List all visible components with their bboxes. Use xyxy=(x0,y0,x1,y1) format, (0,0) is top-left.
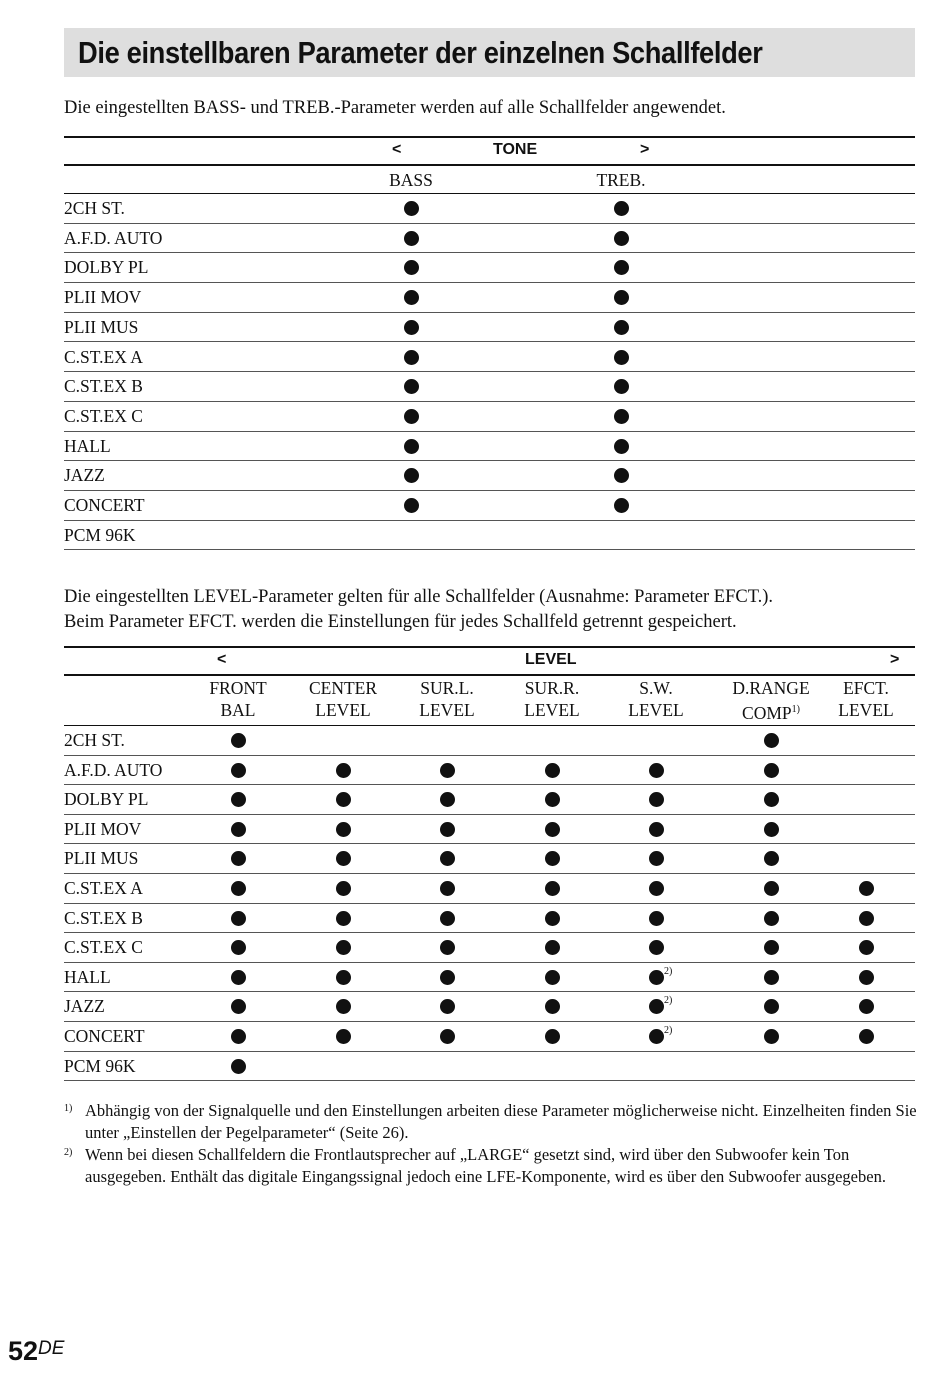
filled-circle-icon xyxy=(404,231,419,246)
row-label: HALL xyxy=(64,966,111,987)
footnote-text: Wenn bei diesen Schallfeldern die Frontlautsprecher auf „LARGE“ gesetzt sind, wird über den Subwoofer kein Ton ausgegeben. Enthält das digitale Eingangssignal jedoch eine LFE-Komponente, wird es über den Subwoofer ausgegeben. xyxy=(85,1145,886,1186)
filled-circle-icon xyxy=(649,763,664,778)
filled-circle-icon xyxy=(764,911,779,926)
column-header-line2 xyxy=(183,699,293,721)
row-label: PLII MUS xyxy=(64,316,139,337)
filled-circle-icon xyxy=(404,201,419,216)
filled-circle-icon xyxy=(545,792,560,807)
filled-circle-icon xyxy=(404,290,419,305)
level-column-header xyxy=(811,677,921,721)
table-row xyxy=(64,785,915,815)
row-label: 2CH ST. xyxy=(64,198,125,218)
intro-text-tone: Die eingestellten BASS- und TREB.-Parameter werden auf alle Schallfelder angewendet. xyxy=(64,98,726,118)
filled-circle-icon xyxy=(231,881,246,896)
filled-circle-icon xyxy=(614,290,629,305)
filled-circle-icon xyxy=(764,1029,779,1044)
table-row xyxy=(64,313,915,343)
filled-circle-icon xyxy=(764,970,779,985)
table-row xyxy=(64,343,915,373)
column-header-line2 xyxy=(497,699,607,721)
filled-circle-icon xyxy=(336,881,351,896)
filled-circle-icon xyxy=(231,763,246,778)
filled-circle-icon xyxy=(649,792,664,807)
column-header-line2 xyxy=(601,699,711,721)
filled-circle-icon xyxy=(764,940,779,955)
filled-circle-icon xyxy=(231,1029,246,1044)
filled-circle-icon xyxy=(649,911,664,926)
filled-circle-icon xyxy=(859,911,874,926)
filled-circle-icon xyxy=(764,792,779,807)
table-row xyxy=(64,933,915,963)
filled-circle-icon xyxy=(404,498,419,513)
row-label: HALL xyxy=(64,435,111,456)
column-header-line2-text: LEVEL xyxy=(315,700,371,720)
filled-circle-icon xyxy=(649,940,664,955)
filled-circle-icon xyxy=(231,970,246,985)
row-label: PLII MOV xyxy=(64,287,142,308)
level-column-header xyxy=(497,677,607,721)
tone-group-left: < xyxy=(392,141,402,158)
filled-circle-icon xyxy=(764,851,779,866)
column-header-line2 xyxy=(392,699,502,721)
filled-circle-icon xyxy=(614,260,629,275)
table-rule xyxy=(64,674,915,676)
filled-circle-icon xyxy=(545,763,560,778)
filled-circle-icon xyxy=(440,940,455,955)
intro-text-level-line1: Die eingestellten LEVEL-Parameter gelten für alle Schallfelder (Ausnahme: Parameter EFCT.). xyxy=(64,587,774,607)
filled-circle-icon xyxy=(545,911,560,926)
filled-circle-icon xyxy=(440,970,455,985)
table-row xyxy=(64,815,915,845)
column-header-line1: D.RANGE xyxy=(732,678,810,698)
column-header-line2 xyxy=(716,699,826,724)
filled-circle-icon xyxy=(231,733,246,748)
row-label: C.ST.EX B xyxy=(64,907,143,928)
filled-circle-icon xyxy=(231,940,246,955)
tone-column-header: TREB. xyxy=(596,170,646,190)
filled-circle-icon xyxy=(859,940,874,955)
filled-circle-icon xyxy=(614,498,629,513)
table-row xyxy=(64,874,915,904)
table-rule xyxy=(64,136,915,138)
filled-circle-icon xyxy=(336,1029,351,1044)
row-label: A.F.D. AUTO xyxy=(64,759,163,780)
column-header-line2 xyxy=(288,699,398,721)
filled-circle-icon xyxy=(614,409,629,424)
filled-circle-icon xyxy=(336,792,351,807)
filled-circle-icon xyxy=(545,822,560,837)
column-header-line1: SUR.L. xyxy=(420,678,474,698)
filled-circle-icon xyxy=(440,822,455,837)
row-label: C.ST.EX C xyxy=(64,937,143,958)
filled-circle-icon xyxy=(336,822,351,837)
filled-circle-icon xyxy=(545,970,560,985)
filled-circle-icon xyxy=(404,350,419,365)
row-label: C.ST.EX A xyxy=(64,346,143,367)
filled-circle-icon xyxy=(545,851,560,866)
column-header-line1: CENTER xyxy=(308,678,378,698)
filled-circle-icon xyxy=(336,999,351,1014)
filled-circle-icon xyxy=(404,379,419,394)
filled-circle-icon xyxy=(859,881,874,896)
tone-group-label: TONE xyxy=(493,141,538,158)
filled-circle-icon xyxy=(614,379,629,394)
level-group-label: LEVEL xyxy=(525,651,577,668)
level-group-right: > xyxy=(890,651,900,668)
page-number-value: 52 xyxy=(8,1336,39,1366)
table-row xyxy=(64,402,915,432)
filled-circle-icon xyxy=(614,201,629,216)
filled-circle-icon xyxy=(404,260,419,275)
table-row xyxy=(64,372,915,402)
page-title: Die einstellbaren Parameter der einzelnen Schallfelder xyxy=(78,34,763,70)
intro-text-level xyxy=(64,585,773,635)
filled-circle-icon xyxy=(614,350,629,365)
table-row xyxy=(64,521,915,551)
filled-circle-icon xyxy=(614,231,629,246)
level-group-left: < xyxy=(217,651,227,668)
filled-circle-icon xyxy=(336,970,351,985)
column-header-line2-text: LEVEL xyxy=(419,700,475,720)
footnote xyxy=(64,1100,924,1143)
filled-circle-icon xyxy=(859,999,874,1014)
filled-circle-icon xyxy=(649,999,664,1014)
table-row xyxy=(64,1052,915,1082)
filled-circle-icon xyxy=(545,881,560,896)
filled-circle-icon xyxy=(404,439,419,454)
filled-circle-icon xyxy=(614,468,629,483)
row-label: C.ST.EX C xyxy=(64,405,143,426)
filled-circle-icon xyxy=(614,320,629,335)
filled-circle-icon xyxy=(231,851,246,866)
table-row xyxy=(64,491,915,521)
filled-circle-icon xyxy=(614,439,629,454)
column-header-line1: FRONT xyxy=(209,678,267,698)
row-label: 2CH ST. xyxy=(64,730,125,750)
filled-circle-icon xyxy=(859,1029,874,1044)
footnote-ref: 2) xyxy=(664,995,673,1007)
title-bar xyxy=(64,28,915,77)
filled-circle-icon xyxy=(545,1029,560,1044)
page-number xyxy=(8,1336,64,1367)
filled-circle-icon xyxy=(440,792,455,807)
row-label: CONCERT xyxy=(64,495,145,515)
column-header-line1: EFCT. xyxy=(843,678,889,698)
table-row xyxy=(64,992,915,1022)
column-header-line2-text: LEVEL xyxy=(524,700,580,720)
level-column-header xyxy=(392,677,502,721)
filled-circle-icon xyxy=(440,1029,455,1044)
row-label: PCM 96K xyxy=(64,1055,136,1076)
table-rule xyxy=(64,164,915,166)
column-header-line1: S.W. xyxy=(639,678,673,698)
level-column-header xyxy=(183,677,293,721)
filled-circle-icon xyxy=(649,881,664,896)
filled-circle-icon xyxy=(649,851,664,866)
filled-circle-icon xyxy=(859,970,874,985)
filled-circle-icon xyxy=(764,999,779,1014)
filled-circle-icon xyxy=(404,409,419,424)
filled-circle-icon xyxy=(231,1059,246,1074)
filled-circle-icon xyxy=(764,733,779,748)
table-row xyxy=(64,461,915,491)
table-row xyxy=(64,726,915,756)
filled-circle-icon xyxy=(764,881,779,896)
filled-circle-icon xyxy=(336,940,351,955)
table-row xyxy=(64,904,915,934)
table-row xyxy=(64,1022,915,1052)
row-label: PLII MUS xyxy=(64,848,139,869)
footnote xyxy=(64,1144,924,1187)
level-column-header xyxy=(716,677,826,724)
column-header-line1: SUR.R. xyxy=(524,678,580,698)
filled-circle-icon xyxy=(404,320,419,335)
row-label: C.ST.EX A xyxy=(64,878,143,898)
filled-circle-icon xyxy=(649,1029,664,1044)
intro-text-level-line2: Beim Parameter EFCT. werden die Einstellungen für jedes Schallfeld getrennt gespeichert. xyxy=(64,612,737,632)
filled-circle-icon xyxy=(440,911,455,926)
row-label: JAZZ xyxy=(64,996,105,1017)
filled-circle-icon xyxy=(440,881,455,896)
filled-circle-icon xyxy=(545,999,560,1014)
filled-circle-icon xyxy=(336,911,351,926)
table-row xyxy=(64,432,915,462)
filled-circle-icon xyxy=(336,763,351,778)
row-label: CONCERT xyxy=(64,1026,145,1046)
table-row xyxy=(64,224,915,254)
row-label: A.F.D. AUTO xyxy=(64,227,163,248)
filled-circle-icon xyxy=(545,940,560,955)
row-label: JAZZ xyxy=(64,465,105,486)
level-column-header xyxy=(601,677,711,721)
filled-circle-icon xyxy=(404,468,419,483)
filled-circle-icon xyxy=(764,822,779,837)
footnote-mark: 2) xyxy=(64,1147,73,1158)
column-header-line2 xyxy=(811,699,921,721)
row-label: C.ST.EX B xyxy=(64,376,143,397)
footnote-text: Abhängig von der Signalquelle und den Einstellungen arbeiten diese Parameter möglicherweise nicht. Einzelheiten finden Sie unter „Einstellen der Pegelparameter“ (Seite 26). xyxy=(85,1101,917,1142)
filled-circle-icon xyxy=(231,999,246,1014)
footnote-mark: 1) xyxy=(64,1103,73,1114)
column-header-line2-text: BAL xyxy=(220,700,256,720)
level-column-header xyxy=(288,677,398,721)
filled-circle-icon xyxy=(231,822,246,837)
row-label: DOLBY PL xyxy=(64,789,149,810)
table-row xyxy=(64,844,915,874)
table-row xyxy=(64,194,915,224)
filled-circle-icon xyxy=(231,911,246,926)
footnote-ref: 2) xyxy=(664,965,673,977)
row-label: PLII MOV xyxy=(64,818,142,839)
filled-circle-icon xyxy=(440,851,455,866)
tone-column-header: BASS xyxy=(389,170,433,190)
table-row xyxy=(64,963,915,993)
column-header-line2-text: COMP xyxy=(742,702,792,723)
footnote-ref: 1) xyxy=(791,704,800,715)
filled-circle-icon xyxy=(440,999,455,1014)
table-row xyxy=(64,756,915,786)
row-label: DOLBY PL xyxy=(64,257,149,278)
filled-circle-icon xyxy=(231,792,246,807)
filled-circle-icon xyxy=(440,763,455,778)
table-row xyxy=(64,253,915,283)
filled-circle-icon xyxy=(764,763,779,778)
column-header-line2-text: LEVEL xyxy=(628,700,684,720)
row-label: PCM 96K xyxy=(64,524,136,545)
column-header-line2-text: LEVEL xyxy=(838,700,894,720)
table-row xyxy=(64,283,915,313)
page-number-suffix: DE xyxy=(38,1338,65,1359)
filled-circle-icon xyxy=(649,822,664,837)
table-rule xyxy=(64,646,915,648)
footnote-ref: 2) xyxy=(664,1025,673,1036)
filled-circle-icon xyxy=(649,970,664,985)
filled-circle-icon xyxy=(336,851,351,866)
tone-group-right: > xyxy=(640,141,650,158)
